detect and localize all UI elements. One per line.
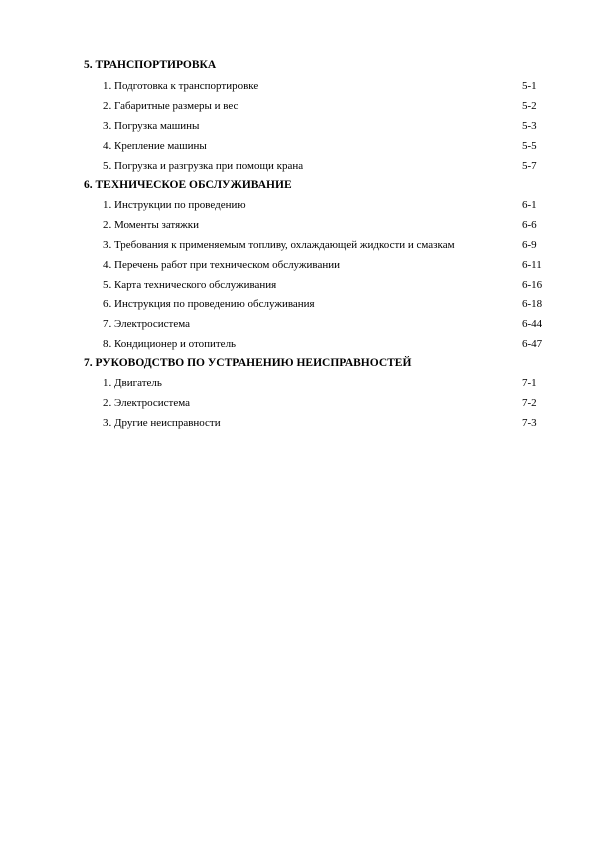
toc-entry[interactable] [0, 297, 595, 311]
toc-entry-page: 6-16 [522, 279, 543, 291]
section-heading-maintenance: 6. ТЕХНИЧЕСКОЕ ОБСЛУЖИВАНИЕ [84, 179, 292, 191]
toc-entry-page: 6-47 [522, 338, 543, 350]
toc-entry-page: 5-2 [522, 100, 537, 112]
toc-entry-title: 2. Моменты затяжки [103, 219, 199, 231]
toc-entry-page: 7-1 [522, 377, 537, 389]
toc-entry-title: 3. Погрузка машины [103, 120, 200, 132]
toc-entry-page: 5-3 [522, 120, 537, 132]
toc-entry[interactable] [0, 376, 595, 390]
toc-entry-title: 5. Погрузка и разгрузка при помощи крана [103, 160, 304, 172]
toc-entry[interactable] [0, 99, 595, 113]
toc-entry[interactable] [0, 198, 595, 212]
toc-entry-page: 6-44 [522, 318, 543, 330]
toc-entry-page: 6-9 [522, 239, 537, 251]
toc-entry-title: 2. Габаритные размеры и вес [103, 100, 239, 112]
toc-entry-title: 2. Электросистема [103, 397, 191, 409]
toc-entry[interactable] [0, 119, 595, 133]
toc-entry-page: 5-7 [522, 160, 537, 172]
toc-entry[interactable] [0, 317, 595, 331]
toc-entry-page: 6-18 [522, 298, 543, 310]
toc-entry-title: 1. Двигатель [103, 377, 162, 389]
toc-entry-page: 5-5 [522, 140, 537, 152]
toc-entry[interactable] [0, 139, 595, 153]
toc-entry-title: 4. Перечень работ при техническом обслуживании [103, 259, 340, 271]
toc-entry-title: 1. Подготовка к транспортировке [103, 80, 259, 92]
toc-entry[interactable] [0, 396, 595, 410]
toc-entry-title: 8. Кондиционер и отопитель [103, 338, 237, 350]
toc-entry-title: 3. Требования к применяемым топливу, охлаждающей жидкости и смазкам [103, 239, 455, 251]
toc-entry[interactable] [0, 337, 595, 351]
toc-entry[interactable] [0, 218, 595, 232]
toc-entry[interactable] [0, 238, 595, 252]
section-heading-transport: 5. ТРАНСПОРТИРОВКА [84, 59, 217, 71]
toc-entry-page: 7-3 [522, 417, 537, 429]
toc-entry[interactable] [0, 159, 595, 173]
toc-entry-page: 6-1 [522, 199, 537, 211]
toc-entry-title: 3. Другие неисправности [103, 417, 221, 429]
toc-entry[interactable] [0, 79, 595, 93]
toc-entry-title: 5. Карта технического обслуживания [103, 279, 277, 291]
toc-entry-title: 4. Крепление машины [103, 140, 207, 152]
toc-entry-title: 6. Инструкция по проведению обслуживания [103, 298, 315, 310]
toc-entry[interactable] [0, 278, 595, 292]
section-heading-troubleshooting: 7. РУКОВОДСТВО ПО УСТРАНЕНИЮ НЕИСПРАВНОСТЕЙ [84, 357, 412, 369]
toc-entry-page: 7-2 [522, 397, 537, 409]
toc-entry-title: 1. Инструкции по проведению [103, 199, 246, 211]
toc-entry-title: 7. Электросистема [103, 318, 191, 330]
toc-entry-page: 5-1 [522, 80, 537, 92]
toc-entry[interactable] [0, 258, 595, 272]
toc-entry[interactable] [0, 416, 595, 430]
toc-entry-page: 6-11 [522, 259, 542, 271]
toc-entry-page: 6-6 [522, 219, 537, 231]
